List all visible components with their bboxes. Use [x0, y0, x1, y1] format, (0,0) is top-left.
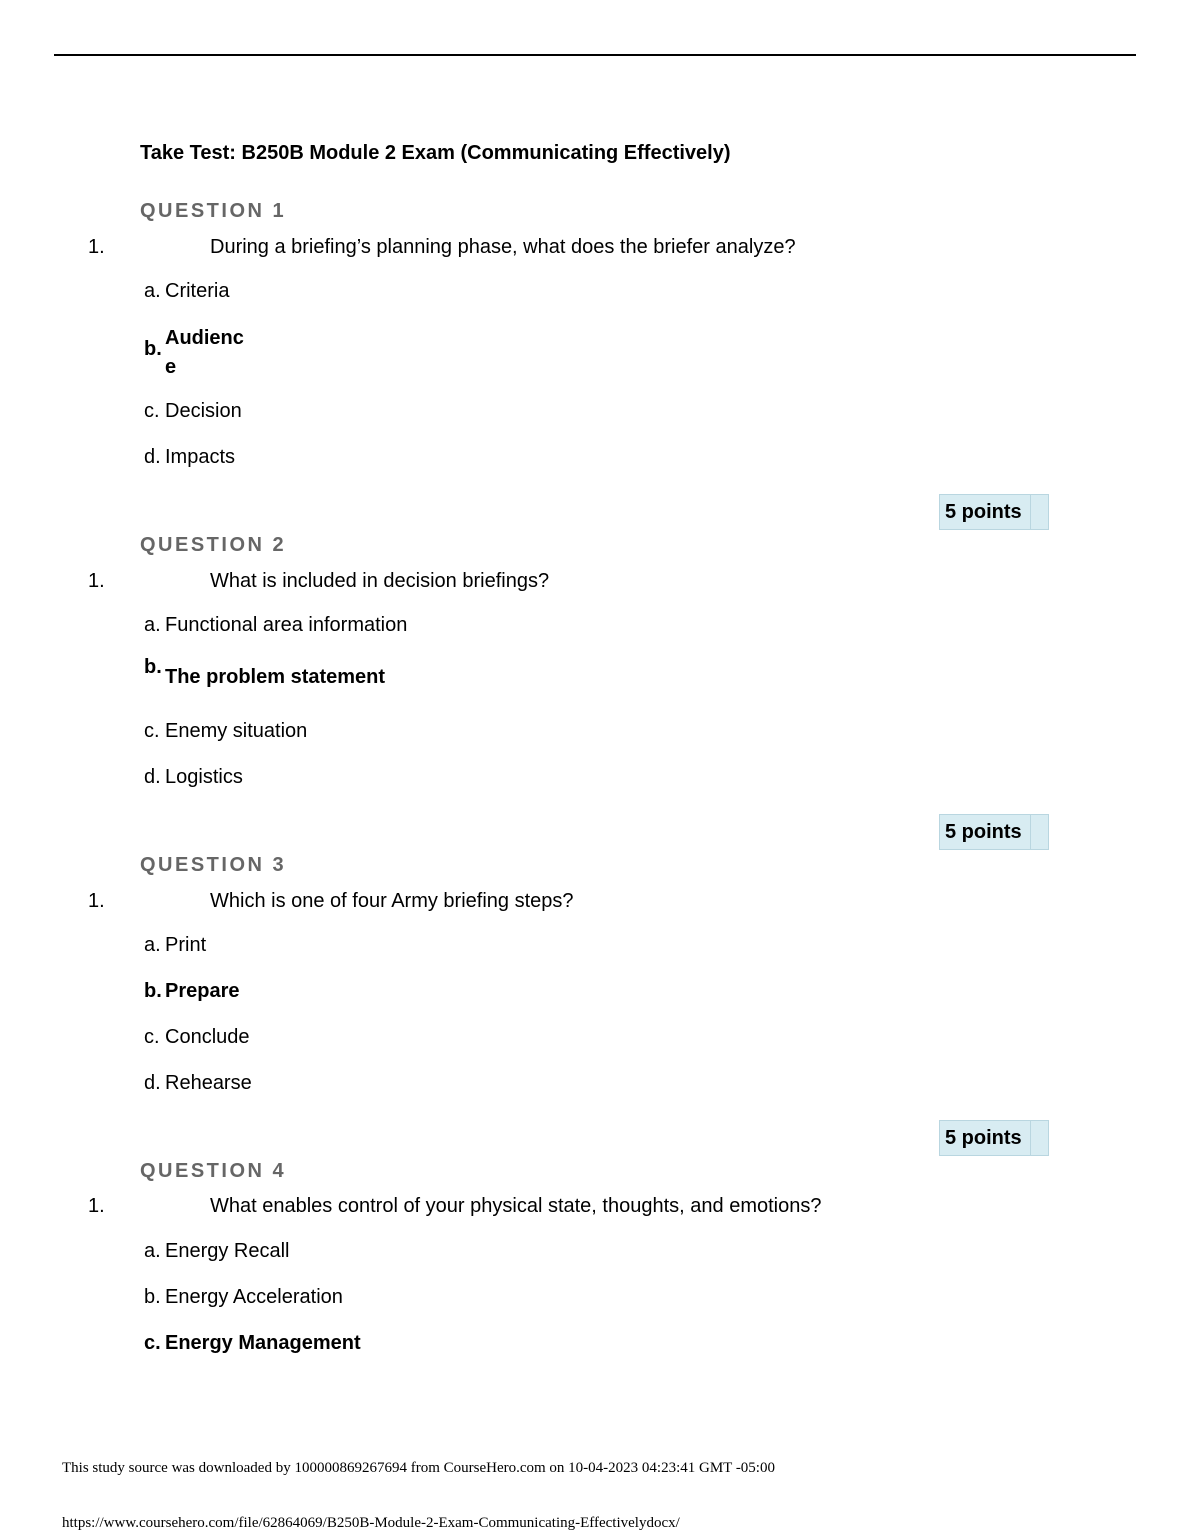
option-text: Logistics: [165, 766, 243, 788]
option-text: Conclude: [165, 1026, 250, 1048]
option-letter: b.: [144, 980, 162, 1002]
question-3-option-d[interactable]: [144, 1072, 252, 1095]
option-text: Prepare: [165, 980, 240, 1002]
question-2-option-c[interactable]: [144, 720, 307, 743]
option-letter: c.: [144, 1332, 161, 1354]
option-text: Decision: [165, 400, 242, 422]
question-3-option-b[interactable]: [144, 980, 240, 1003]
question-3-header: QUESTION 3: [140, 854, 287, 876]
question-1-option-a[interactable]: [144, 280, 229, 303]
question-3-option-a[interactable]: [144, 934, 206, 957]
points-cell: [1030, 815, 1050, 849]
question-4-number: 1.: [88, 1195, 105, 1217]
download-notice: This study source was downloaded by 100000869267694 from CourseHero.com on 10-04-2023 04:23:41 GMT -05:00: [62, 1460, 775, 1476]
question-4-option-c[interactable]: [144, 1332, 361, 1355]
option-text: Energy Acceleration: [165, 1286, 343, 1308]
option-letter: c.: [144, 400, 160, 422]
option-text: Enemy situation: [165, 720, 308, 742]
question-2-option-d[interactable]: [144, 766, 243, 789]
question-2-number: 1.: [88, 570, 105, 592]
option-letter: d.: [144, 446, 161, 468]
question-3-text: Which is one of four Army briefing steps?: [210, 890, 574, 912]
question-1-option-d[interactable]: [144, 446, 235, 469]
points-badge: [939, 494, 1049, 530]
question-1-option-c[interactable]: [144, 400, 242, 423]
question-4-text: What enables control of your physical state, thoughts, and emotions?: [210, 1195, 822, 1217]
points-cell: [1030, 495, 1050, 529]
option-text: Print: [165, 934, 207, 956]
question-1-number: 1.: [88, 236, 105, 258]
option-letter: d.: [144, 766, 161, 788]
question-1-text: During a briefing’s planning phase, what does the briefer analyze?: [210, 236, 796, 258]
option-letter: d.: [144, 1072, 161, 1094]
option-text: Energy Recall: [165, 1240, 290, 1262]
question-4-header: QUESTION 4: [140, 1160, 287, 1182]
option-letter: a.: [144, 614, 161, 636]
option-text: Functional area information: [165, 614, 408, 636]
points-label: 5 points: [945, 1127, 1022, 1149]
question-2-text: What is included in decision briefings?: [210, 570, 550, 592]
question-4-option-a[interactable]: [144, 1240, 290, 1263]
points-cell: [1030, 1121, 1050, 1155]
question-2-option-a[interactable]: [144, 614, 407, 637]
question-4-option-b[interactable]: [144, 1286, 343, 1309]
option-letter: a.: [144, 280, 161, 302]
option-text: The problem statement: [165, 666, 386, 688]
points-badge: [939, 814, 1049, 850]
source-url[interactable]: https://www.coursehero.com/file/62864069/B250B-Module-2-Exam-Communicating-Effectivelydocx/: [62, 1515, 680, 1531]
top-divider: [54, 54, 1136, 56]
question-2-header: QUESTION 2: [140, 534, 287, 556]
option-text: Energy Management: [165, 1332, 361, 1354]
option-text: Criteria: [165, 280, 230, 302]
page-title: Take Test: B250B Module 2 Exam (Communicating Effectively): [140, 142, 731, 164]
option-letter: c.: [144, 720, 160, 742]
option-letter: c.: [144, 1026, 160, 1048]
points-label: 5 points: [945, 501, 1022, 523]
question-3-number: 1.: [88, 890, 105, 912]
points-badge: [939, 1120, 1049, 1156]
option-letter: b.: [144, 656, 162, 678]
option-letter: b.: [144, 1286, 161, 1308]
points-label: 5 points: [945, 821, 1022, 843]
option-text: Audience: [165, 327, 244, 378]
option-text: Rehearse: [165, 1072, 252, 1094]
option-letter: b.: [144, 338, 162, 360]
option-text: Impacts: [165, 446, 236, 468]
option-letter: a.: [144, 1240, 161, 1262]
question-1-header: QUESTION 1: [140, 200, 287, 222]
question-3-option-c[interactable]: [144, 1026, 250, 1049]
option-letter: a.: [144, 934, 161, 956]
